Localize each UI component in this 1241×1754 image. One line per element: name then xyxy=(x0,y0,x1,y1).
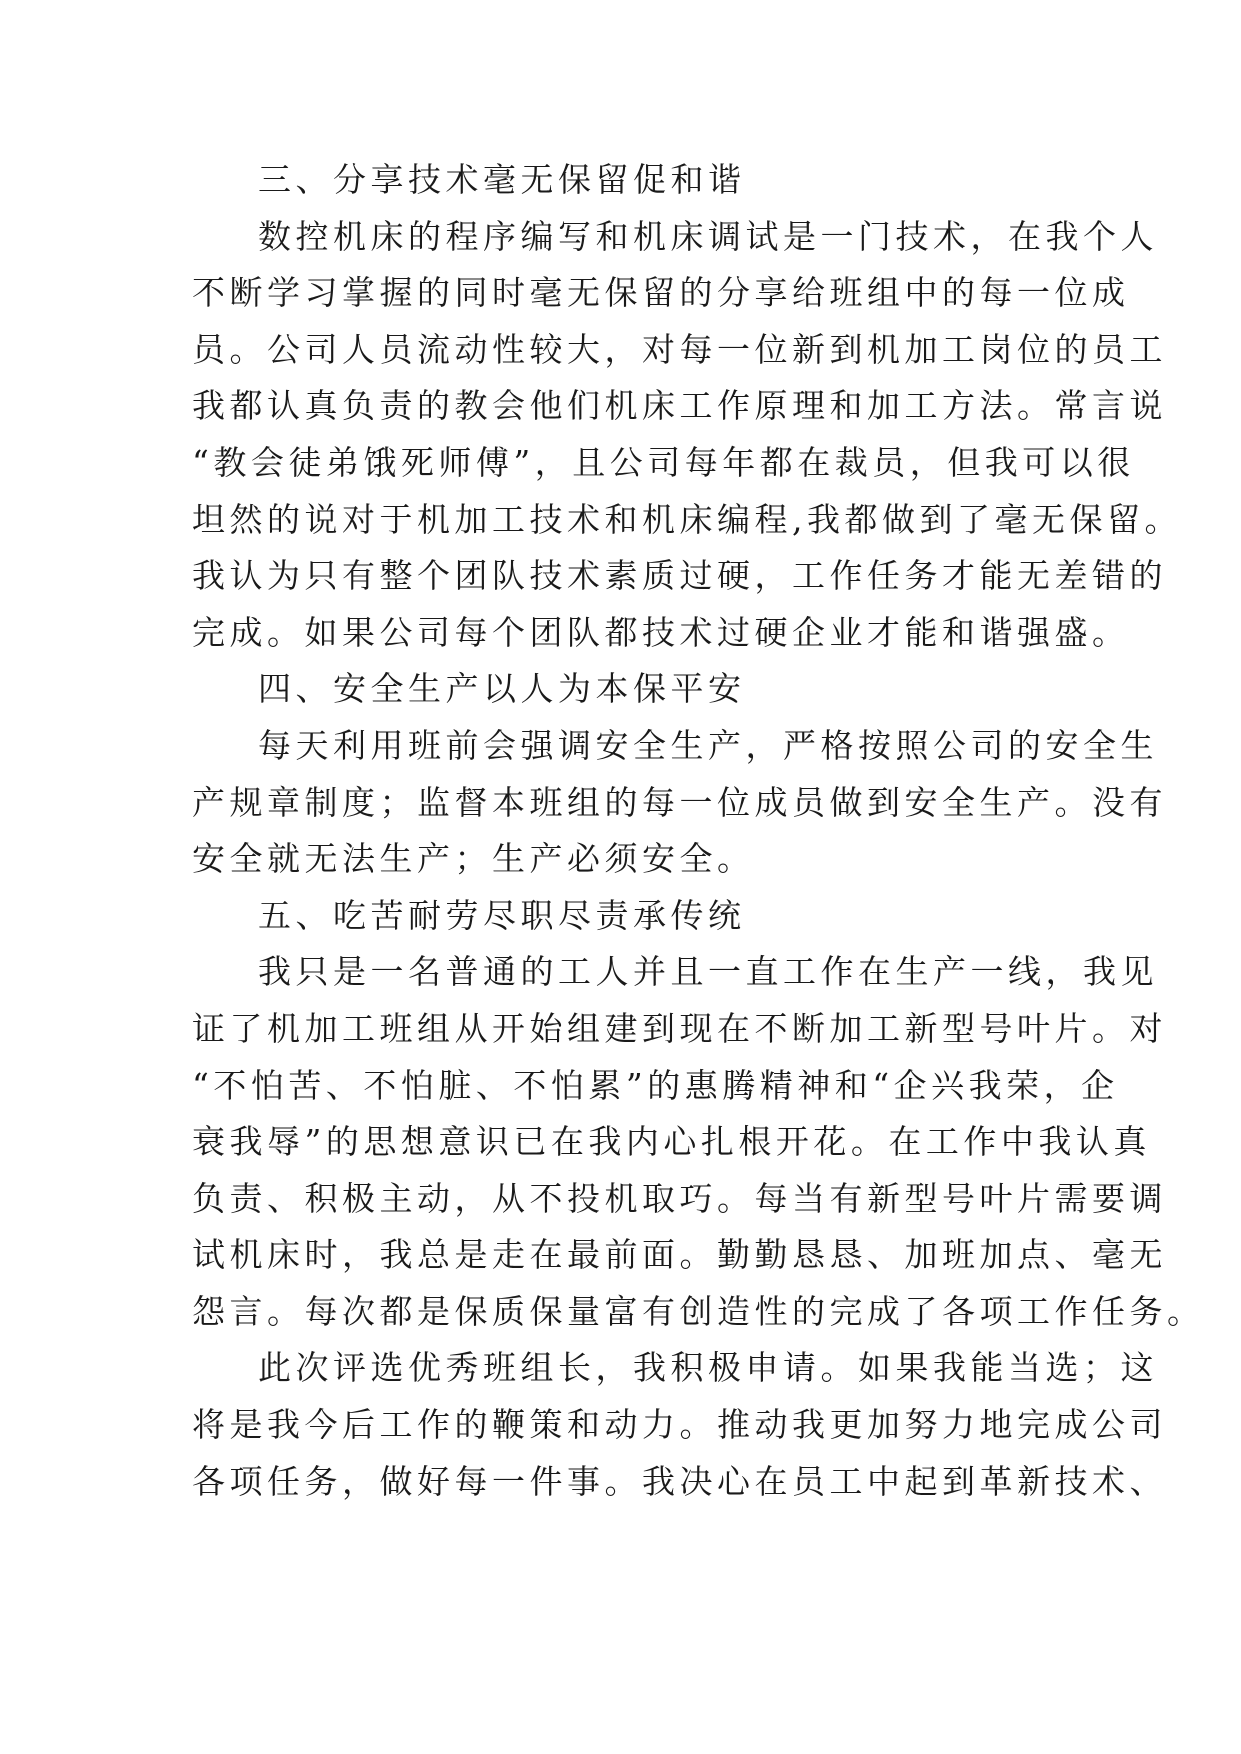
section-heading-3: 三、分享技术毫无保留促和谐 xyxy=(258,160,746,199)
paragraph-line: 坦然的说对于机加工技术和机床编程,我都做到了毫无保留。 xyxy=(192,499,1182,539)
paragraph-line: 试机床时，我总是走在最前面。勤勤恳恳、加班加点、毫无 xyxy=(192,1235,1167,1275)
paragraph-line: 此次评选优秀班组长，我积极申请。如果我能当选；这 xyxy=(258,1348,1158,1388)
section-heading-5: 五、吃苦耐劳尽职尽责承传统 xyxy=(258,895,746,935)
paragraph-line: 产规章制度；监督本班组的每一位成员做到安全生产。没有 xyxy=(192,782,1167,822)
paragraph-line: 数控机床的程序编写和机床调试是一门技术，在我个人 xyxy=(258,216,1158,256)
paragraph-line: 完成。如果公司每个团队都技术过硬企业才能和谐强盛。 xyxy=(192,612,1130,652)
paragraph-line: 安全就无法生产；生产必须安全。 xyxy=(192,839,755,879)
section-heading-4: 四、安全生产以人为本保平安 xyxy=(258,669,746,709)
paragraph-line: 将是我今后工作的鞭策和动力。推动我更加努力地完成公司 xyxy=(192,1405,1167,1445)
paragraph-line: 员。公司人员流动性较大，对每一位新到机加工岗位的员工 xyxy=(192,329,1167,369)
paragraph-line: 我都认真负责的教会他们机床工作原理和加工方法。常言说 xyxy=(192,386,1167,426)
paragraph-line: 我认为只有整个团队技术素质过硬，工作任务才能无差错的 xyxy=(192,556,1167,596)
paragraph-line: 每天利用班前会强调安全生产，严格按照公司的安全生 xyxy=(258,725,1158,765)
paragraph-line: 负责、积极主动，从不投机取巧。每当有新型号叶片需要调 xyxy=(192,1178,1167,1218)
paragraph-line: “不怕苦、不怕脏、不怕累”的惠腾精神和“企兴我荣，企 xyxy=(192,1065,1119,1105)
paragraph-line: “教会徒弟饿死师傅”，且公司每年都在裁员，但我可以很 xyxy=(192,442,1135,482)
paragraph-line: 各项任务，做好每一件事。我决心在员工中起到革新技术、 xyxy=(192,1461,1167,1501)
paragraph-line: 证了机加工班组从开始组建到现在不断加工新型号叶片。对 xyxy=(192,1008,1167,1048)
paragraph-line: 我只是一名普通的工人并且一直工作在生产一线，我见 xyxy=(258,952,1158,992)
paragraph-line: 不断学习掌握的同时毫无保留的分享给班组中的每一位成 xyxy=(192,273,1130,313)
document-body xyxy=(192,152,1205,1510)
paragraph-line: 衰我辱”的思想意识已在我内心扎根开花。在工作中我认真 xyxy=(192,1122,1151,1162)
paragraph-line: 怨言。每次都是保质保量富有创造性的完成了各项工作任务。 xyxy=(192,1291,1205,1331)
